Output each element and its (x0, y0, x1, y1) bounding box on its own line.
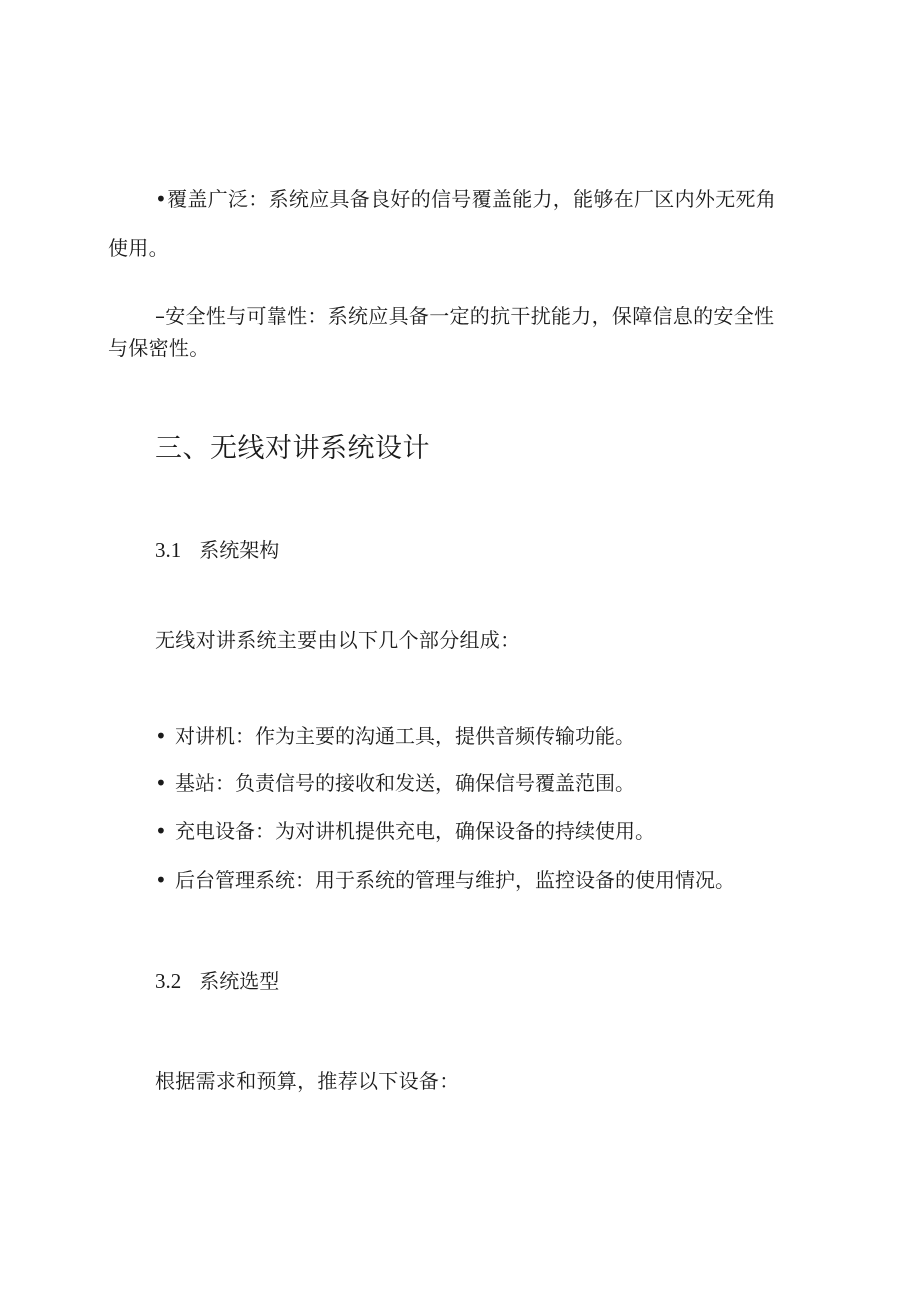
bullet-icon: • (155, 724, 167, 748)
security-requirement-line-1: –安全性与可靠性：系统应具备一定的抗干扰能力，保障信息的安全性 (155, 304, 775, 328)
list-item (155, 817, 655, 845)
list-item (155, 769, 635, 797)
bullet-icon: • (155, 868, 167, 892)
subsection-3-2-heading (155, 967, 279, 995)
subsection-3-1-title: 系统架构 (199, 538, 280, 562)
subsection-3-2-number: 3.2 (155, 969, 182, 993)
section-3-heading: 三、无线对讲系统设计 (155, 433, 430, 464)
coverage-requirement-line-2: 使用。 (108, 236, 169, 260)
bullet-icon: • (155, 819, 167, 843)
list-item-text: 基站：负责信号的接收和发送，确保信号覆盖范围。 (175, 771, 635, 795)
security-requirement-line-2: 与保密性。 (108, 336, 210, 360)
coverage-requirement-line-1: •覆盖广泛：系统应具备良好的信号覆盖能力，能够在厂区内外无死角 (155, 187, 777, 211)
list-item-text: 对讲机：作为主要的沟通工具，提供音频传输功能。 (175, 724, 635, 748)
list-item-text: 充电设备：为对讲机提供充电，确保设备的持续使用。 (175, 819, 655, 843)
list-item (155, 866, 735, 894)
list-item (155, 722, 635, 750)
architecture-intro: 无线对讲系统主要由以下几个部分组成： (155, 628, 521, 652)
bullet-icon: • (155, 771, 167, 795)
subsection-3-2-title: 系统选型 (199, 969, 280, 993)
selection-intro: 根据需求和预算，推荐以下设备： (155, 1069, 460, 1093)
subsection-3-1-heading (155, 536, 279, 564)
subsection-3-1-number: 3.1 (155, 538, 182, 562)
list-item-text: 后台管理系统：用于系统的管理与维护，监控设备的使用情况。 (175, 868, 735, 892)
